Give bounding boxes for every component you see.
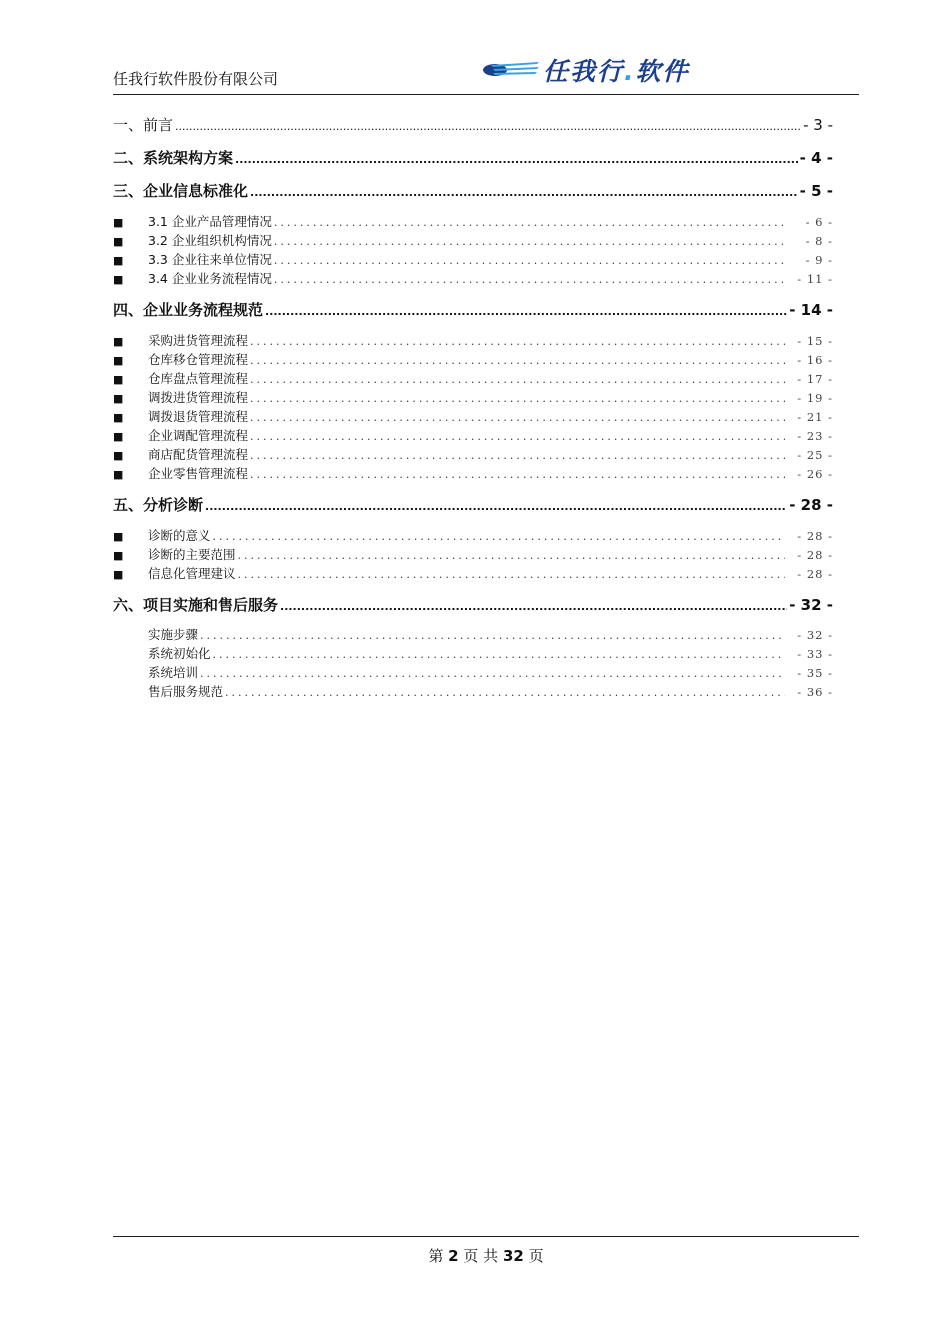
toc-entry-label: 调拨进货管理流程 bbox=[148, 390, 249, 405]
toc-entry-diag-3[interactable] bbox=[113, 564, 833, 582]
toc-entry-architecture[interactable] bbox=[113, 147, 833, 168]
toc-entry-label: 四、企业业务流程规范 bbox=[113, 301, 264, 319]
toc-entry-page: - 15 - bbox=[797, 334, 833, 348]
toc-entry-std-2[interactable] bbox=[113, 231, 833, 249]
toc-entry-label: 三、企业信息标准化 bbox=[113, 182, 249, 200]
toc-entry-flow-1[interactable] bbox=[113, 331, 833, 349]
page-number: 第 2 页 共 32 页 bbox=[428, 1247, 544, 1265]
toc-entry-page: - 36 - bbox=[797, 685, 833, 699]
toc-entry-page: - 28 - bbox=[789, 496, 833, 514]
toc-entry-page: - 3 - bbox=[803, 116, 833, 134]
toc-entry-implementation[interactable] bbox=[113, 594, 833, 615]
toc-leader bbox=[250, 186, 798, 199]
bullet-square-icon: ■ bbox=[113, 549, 124, 562]
toc-entry-flow-7[interactable] bbox=[113, 445, 833, 463]
bullet-square-icon: ■ bbox=[113, 273, 124, 286]
toc-entry-std-3[interactable] bbox=[113, 250, 833, 268]
bullet-square-icon: ■ bbox=[113, 335, 124, 348]
toc-entry-page: - 26 - bbox=[797, 467, 833, 481]
toc-entry-impl-4[interactable] bbox=[113, 682, 833, 700]
toc-entry-page: - 32 - bbox=[789, 596, 833, 614]
bullet-square-icon: ■ bbox=[113, 254, 124, 267]
toc-leader bbox=[238, 549, 785, 562]
toc-leader bbox=[250, 392, 785, 405]
toc-leader bbox=[200, 629, 785, 642]
toc-leader bbox=[238, 568, 785, 581]
toc-entry-label: 系统培训 bbox=[148, 665, 199, 680]
toc-entry-impl-1[interactable] bbox=[113, 625, 833, 643]
toc-entry-page: - 9 - bbox=[805, 253, 833, 267]
toc-entry-flow-8[interactable] bbox=[113, 464, 833, 482]
toc-entry-label: 诊断的意义 bbox=[148, 528, 211, 543]
toc-entry-page: - 23 - bbox=[797, 429, 833, 443]
bullet-square-icon: ■ bbox=[113, 449, 124, 462]
page-footer bbox=[113, 1236, 859, 1265]
toc-entry-flow-4[interactable] bbox=[113, 388, 833, 406]
toc-entry-label: 3.4 企业业务流程情况 bbox=[148, 271, 272, 286]
toc-leader bbox=[205, 500, 787, 513]
toc-entry-page: - 25 - bbox=[797, 448, 833, 462]
toc-entry-page: - 17 - bbox=[797, 372, 833, 386]
bullet-square-icon: ■ bbox=[113, 373, 124, 386]
toc-entry-page: - 4 - bbox=[799, 149, 833, 167]
toc-entry-diag-1[interactable] bbox=[113, 526, 833, 544]
toc-entry-label: 企业调配管理流程 bbox=[148, 428, 249, 443]
toc-leader bbox=[250, 411, 785, 424]
company-logo bbox=[481, 52, 731, 86]
toc-leader bbox=[250, 430, 785, 443]
toc-leader bbox=[250, 468, 785, 481]
toc-entry-label: 3.1 企业产品管理情况 bbox=[148, 214, 272, 229]
toc-entry-page: - 16 - bbox=[797, 353, 833, 367]
toc-entry-label: 六、项目实施和售后服务 bbox=[113, 596, 279, 614]
toc-entry-label: 售后服务规范 bbox=[148, 684, 224, 699]
toc-leader bbox=[274, 235, 785, 248]
toc-entry-flow-6[interactable] bbox=[113, 426, 833, 444]
toc-entry-page: - 35 - bbox=[797, 666, 833, 680]
bullet-square-icon: ■ bbox=[113, 430, 124, 443]
toc-entry-label: 信息化管理建议 bbox=[148, 566, 236, 581]
toc-leader bbox=[250, 335, 785, 348]
toc-entry-page: - 33 - bbox=[797, 647, 833, 661]
toc-entry-page: - 19 - bbox=[797, 391, 833, 405]
toc-entry-label: 诊断的主要范围 bbox=[148, 547, 236, 562]
toc-leader bbox=[213, 648, 785, 661]
toc-leader bbox=[235, 153, 798, 166]
toc-entry-page: - 28 - bbox=[797, 548, 833, 562]
toc-leader bbox=[265, 305, 787, 318]
toc-entry-label: 商店配货管理流程 bbox=[148, 447, 249, 462]
logo-swoosh-icon bbox=[481, 52, 541, 86]
toc-entry-label: 调拨退货管理流程 bbox=[148, 409, 249, 424]
toc-leader bbox=[280, 600, 787, 613]
toc-entry-diagnosis[interactable] bbox=[113, 494, 833, 515]
toc-entry-page: - 28 - bbox=[797, 529, 833, 543]
toc-entry-flow-3[interactable] bbox=[113, 369, 833, 387]
toc-entry-impl-2[interactable] bbox=[113, 644, 833, 662]
toc-entry-standardization[interactable] bbox=[113, 180, 833, 201]
toc-entry-page: - 6 - bbox=[805, 215, 833, 229]
bullet-square-icon: ■ bbox=[113, 568, 124, 581]
bullet-square-icon: ■ bbox=[113, 411, 124, 424]
bullet-square-icon: ■ bbox=[113, 235, 124, 248]
toc-leader bbox=[175, 120, 801, 133]
toc-entry-page: - 8 - bbox=[805, 234, 833, 248]
toc-entry-label: 一、前言 bbox=[113, 116, 174, 134]
toc-entry-label: 3.2 企业组织机构情况 bbox=[148, 233, 272, 248]
toc-entry-impl-3[interactable] bbox=[113, 663, 833, 681]
bullet-square-icon: ■ bbox=[113, 354, 124, 367]
bullet-square-icon: ■ bbox=[113, 530, 124, 543]
company-name: 任我行软件股份有限公司 bbox=[113, 70, 279, 88]
toc-entry-label: 3.3 企业往来单位情况 bbox=[148, 252, 272, 267]
toc-entry-label: 系统初始化 bbox=[148, 646, 211, 661]
toc-entry-std-1[interactable] bbox=[113, 212, 833, 230]
toc-leader bbox=[225, 686, 785, 699]
toc-entry-label: 五、分析诊断 bbox=[113, 496, 204, 514]
toc-entry-page: - 14 - bbox=[789, 301, 833, 319]
toc-leader bbox=[274, 254, 785, 267]
toc-entry-flow-5[interactable] bbox=[113, 407, 833, 425]
toc-entry-diag-2[interactable] bbox=[113, 545, 833, 563]
toc-leader bbox=[274, 216, 785, 229]
toc-entry-label: 企业零售管理流程 bbox=[148, 466, 249, 481]
toc-leader bbox=[213, 530, 785, 543]
toc-leader bbox=[250, 449, 785, 462]
page-header bbox=[113, 50, 859, 95]
bullet-square-icon: ■ bbox=[113, 216, 124, 229]
toc-entry-label: 采购进货管理流程 bbox=[148, 333, 249, 348]
toc-entry-std-4[interactable] bbox=[113, 269, 833, 287]
logo-wordmark: 任我行.软件 bbox=[543, 57, 690, 86]
toc-entry-business-flow[interactable] bbox=[113, 299, 833, 320]
toc-entry-preface[interactable] bbox=[113, 114, 833, 135]
toc-entry-label: 二、系统架构方案 bbox=[113, 149, 234, 167]
toc-entry-label: 仓库盘点管理流程 bbox=[148, 371, 249, 386]
toc-entry-page: - 21 - bbox=[797, 410, 833, 424]
toc-entry-label: 仓库移仓管理流程 bbox=[148, 352, 249, 367]
toc-entry-label: 实施步骤 bbox=[148, 627, 199, 642]
toc-leader bbox=[200, 667, 785, 680]
bullet-square-icon: ■ bbox=[113, 468, 124, 481]
toc-entry-flow-2[interactable] bbox=[113, 350, 833, 368]
toc-leader bbox=[250, 373, 785, 386]
toc-leader bbox=[274, 273, 785, 286]
toc-entry-page: - 11 - bbox=[797, 272, 833, 286]
bullet-square-icon: ■ bbox=[113, 392, 124, 405]
toc-entry-page: - 28 - bbox=[797, 567, 833, 581]
toc-entry-page: - 5 - bbox=[799, 182, 833, 200]
toc-leader bbox=[250, 354, 785, 367]
toc-entry-page: - 32 - bbox=[797, 628, 833, 642]
